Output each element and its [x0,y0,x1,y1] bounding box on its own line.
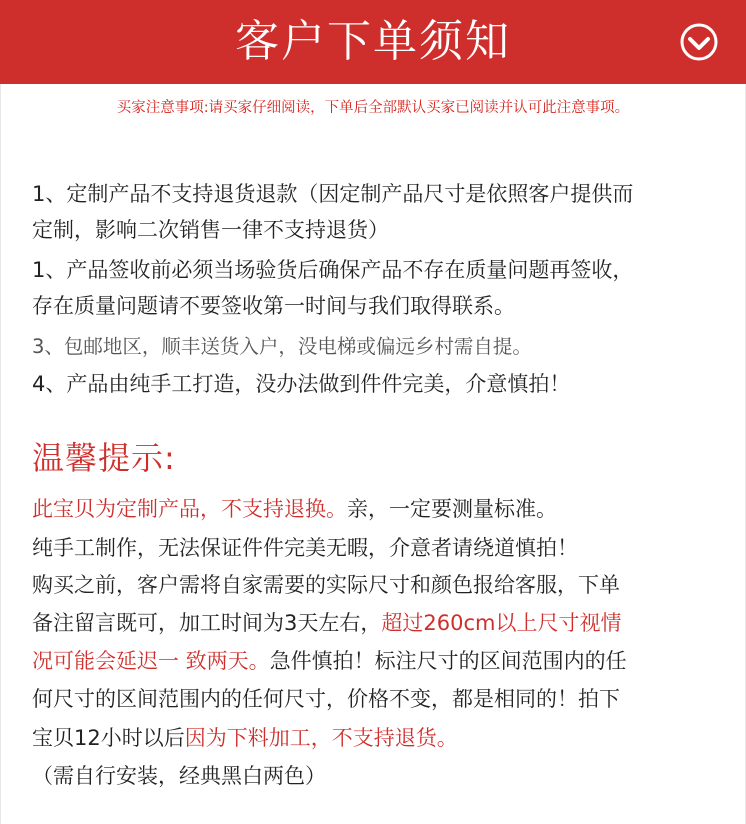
chevron-down-circle-icon [679,22,719,62]
tips-line-7 [32,720,458,756]
tips-line-4 [32,605,621,641]
tips-line-5-rest: 急件慎拍！标注尺寸的区间范围内的任 [269,649,627,673]
left-border [0,84,1,824]
rule-line-3: 1、产品签收前必须当场验货后确保产品不存在质量问题再签收， [32,258,634,282]
tips-line-7-red: 因为下料加工，不支持退货。 [184,726,458,750]
tips-line-6: 何尺寸的区间范围内的任何尺寸，价格不变，都是相同的！拍下 [32,687,620,711]
notice-text: 买家注意事项:请买家仔细阅读，下单后全部默认买家已阅读并认可此注意事项。 [116,100,630,116]
tips-line-1-red: 此宝贝为定制产品，不支持退换。 [32,497,347,521]
rule-line-1: 1、定制产品不支持退货退款（因定制产品尺寸是依照客户提供而 [32,182,634,206]
tips-line-3: 购买之前，客户需将自家需要的实际尺寸和颜色报给客服，下单 [32,573,620,597]
tips-line-1-rest: 亲，一定要测量标准。 [347,497,557,521]
tips-line-7-text: 宝贝12小时以后 [32,726,185,750]
tips-line-4-red: 超过260cm以上尺寸视情 [381,611,622,635]
rule-line-6: 4、产品由纯手工打造，没办法做到件件完美，介意慎拍！ [32,372,571,396]
tips-title: 温馨提示: [32,439,176,477]
tips-line-1 [32,491,557,527]
tips-line-4-text: 备注留言既可，加工时间为3天左右， [32,611,382,635]
page-title: 客户下单须知 [235,16,511,67]
rule-line-4: 存在质量问题请不要签收第一时间与我们取得联系。 [32,294,515,318]
tips-line-8: （需自行安装，经典黑白两色） [32,764,326,788]
header-banner [0,0,746,84]
rule-line-2: 定制，影响二次销售一律不支持退货） [32,218,389,242]
tips-line-5 [32,643,627,679]
tips-line-5-red: 况可能会延迟一 致两天。 [32,649,270,673]
tips-line-2: 纯手工制作，无法保证件件完美无暇，介意者请绕道慎拍！ [32,536,578,560]
rule-line-5: 3、包邮地区，顺丰送货入户，没电梯或偏远乡村需自提。 [32,335,532,358]
